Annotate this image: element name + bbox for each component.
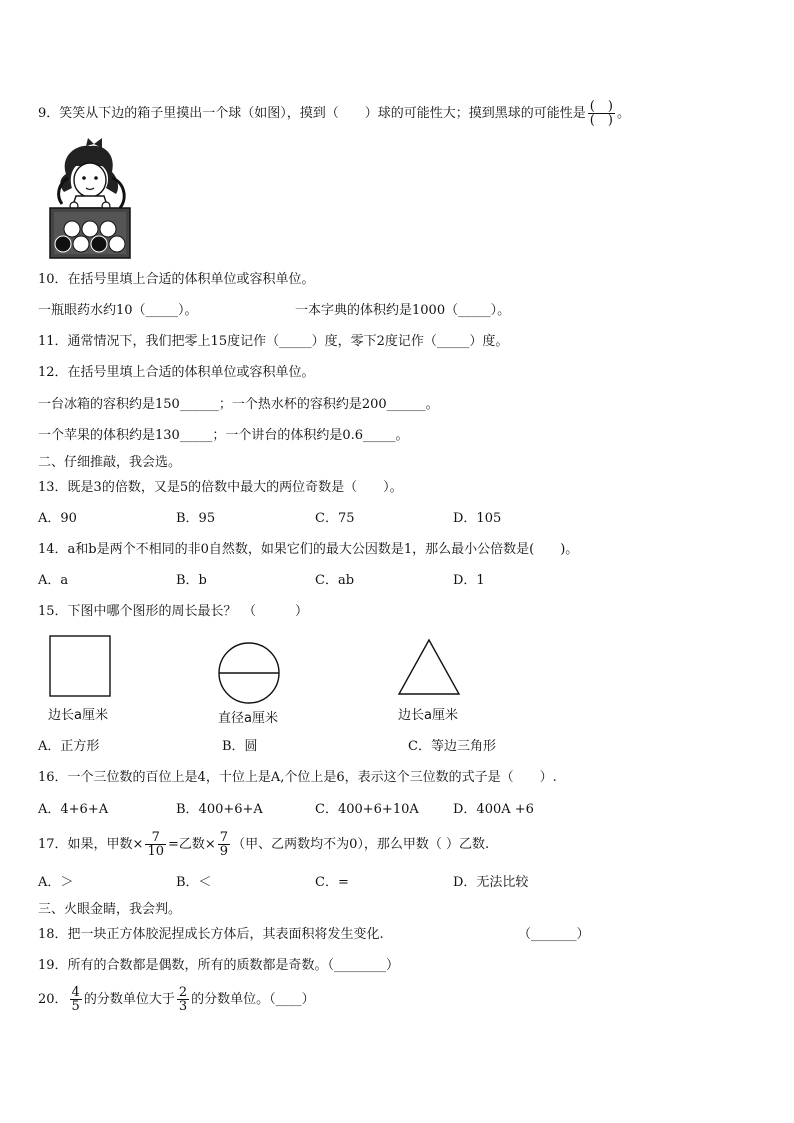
q17-option-b: B．＜ (176, 875, 212, 890)
q15-option-a: A．正方形 (38, 739, 100, 754)
q14-option-a: A．a (38, 573, 69, 588)
fraction-4-5: $\frac{4}{5}$ (71, 985, 80, 1014)
circle-figure (216, 640, 282, 706)
q13-option-b: B．95 (176, 511, 216, 526)
q13-option-d: D．105 (453, 511, 502, 526)
question-17: 17．如果，甲数× $\frac{7}{10}$ =乙数× $\frac{7}{9}$ （甲、乙两数均不为0），那么甲数（ ）乙数. (38, 830, 490, 859)
fraction-7-10: $\frac{7}{10}$ (147, 830, 164, 859)
fraction-7-9: $\frac{7}{9}$ (219, 830, 229, 859)
q16-option-b: B．400+6+A (176, 802, 263, 817)
q15-option-b: B．圆 (222, 739, 258, 754)
question-9: 9．笑笑从下边的箱子里摸出一个球（如图），摸到（ ）球的可能性大；摸到黑球的可能性是 $\frac{( )}{( )}$ 。 (38, 99, 630, 128)
q13-option-c: C．75 (315, 511, 355, 526)
q14-option-d: D．1 (453, 573, 485, 588)
question-10-b: 一本字典的体积约是1000（_____）。 (295, 303, 511, 318)
question-19: 19．所有的合数都是偶数，所有的质数都是奇数。（________） (38, 958, 400, 973)
q13-option-a: A．90 (38, 511, 77, 526)
fraction-blank: $\frac{( )}{( )}$ (589, 99, 613, 128)
q16-option-d: D．400A +6 (453, 802, 534, 817)
q14-option-c: C．ab (315, 573, 355, 588)
question-10-a: 一瓶眼药水约10（_____）。 (38, 303, 198, 318)
circle-caption: 直径a厘米 (218, 711, 278, 726)
square-figure (48, 634, 112, 698)
question-12-line2: 一个苹果的体积约是130_____；一个讲台的体积约是0.6_____。 (38, 428, 409, 443)
triangle-caption: 边长a厘米 (398, 708, 458, 723)
question-10-title: 10．在括号里填上合适的体积单位或容积单位。 (38, 272, 315, 287)
question-18-blank: （_______） (518, 927, 590, 942)
question-9-text: 9．笑笑从下边的箱子里摸出一个球（如图），摸到（ ）球的可能性大；摸到黑球的可能性是 (38, 106, 586, 121)
q17-option-a: A．＞ (38, 875, 74, 890)
question-12-line1: 一台冰箱的容积约是150______；一个热水杯的容积约是200______。 (38, 397, 439, 412)
fraction-2-3: $\frac{2}{3}$ (178, 985, 188, 1014)
q17-option-c: C．= (315, 875, 349, 890)
question-12-title: 12．在括号里填上合适的体积单位或容积单位。 (38, 365, 315, 380)
section-2-heading: 二、仔细推敲，我会选。 (38, 455, 182, 470)
triangle-figure (396, 638, 462, 696)
question-16: 16．一个三位数的百位上是4，十位上是A,个位上是6，表示这个三位数的式子是（ ）. (38, 770, 557, 785)
question-13: 13．既是3的倍数，又是5的倍数中最大的两位奇数是（ ）。 (38, 480, 403, 495)
question-14: 14．a和b是两个不相同的非0自然数，如果它们的最大公因数是1，那么最小公倍数是( )。 (38, 542, 579, 557)
section-3-heading: 三、火眼金睛，我会判。 (38, 902, 182, 917)
q16-option-a: A．4+6+A (38, 802, 109, 817)
square-caption: 边长a厘米 (48, 708, 108, 723)
question-20: 20． $\frac{4}{5}$ 的分数单位大于 $\frac{2}{3}$ 的分数单位。（____） (38, 985, 315, 1014)
question-15: 15．下图中哪个图形的周长最长？ （ ） (38, 604, 309, 619)
question-11: 11．通常情况下，我们把零上15度记作（_____）度，零下2度记作（_____）度。 (38, 334, 509, 349)
q15-option-c: C．等边三角形 (408, 739, 496, 754)
question-18: 18．把一块正方体胶泥捏成长方体后，其表面积将发生变化. (38, 927, 384, 942)
q14-option-b: B．b (176, 573, 207, 588)
q17-option-d: D．无法比较 (453, 875, 529, 890)
girl-with-ball-box-illustration (46, 138, 134, 260)
q16-option-c: C．400+6+10A (315, 802, 419, 817)
